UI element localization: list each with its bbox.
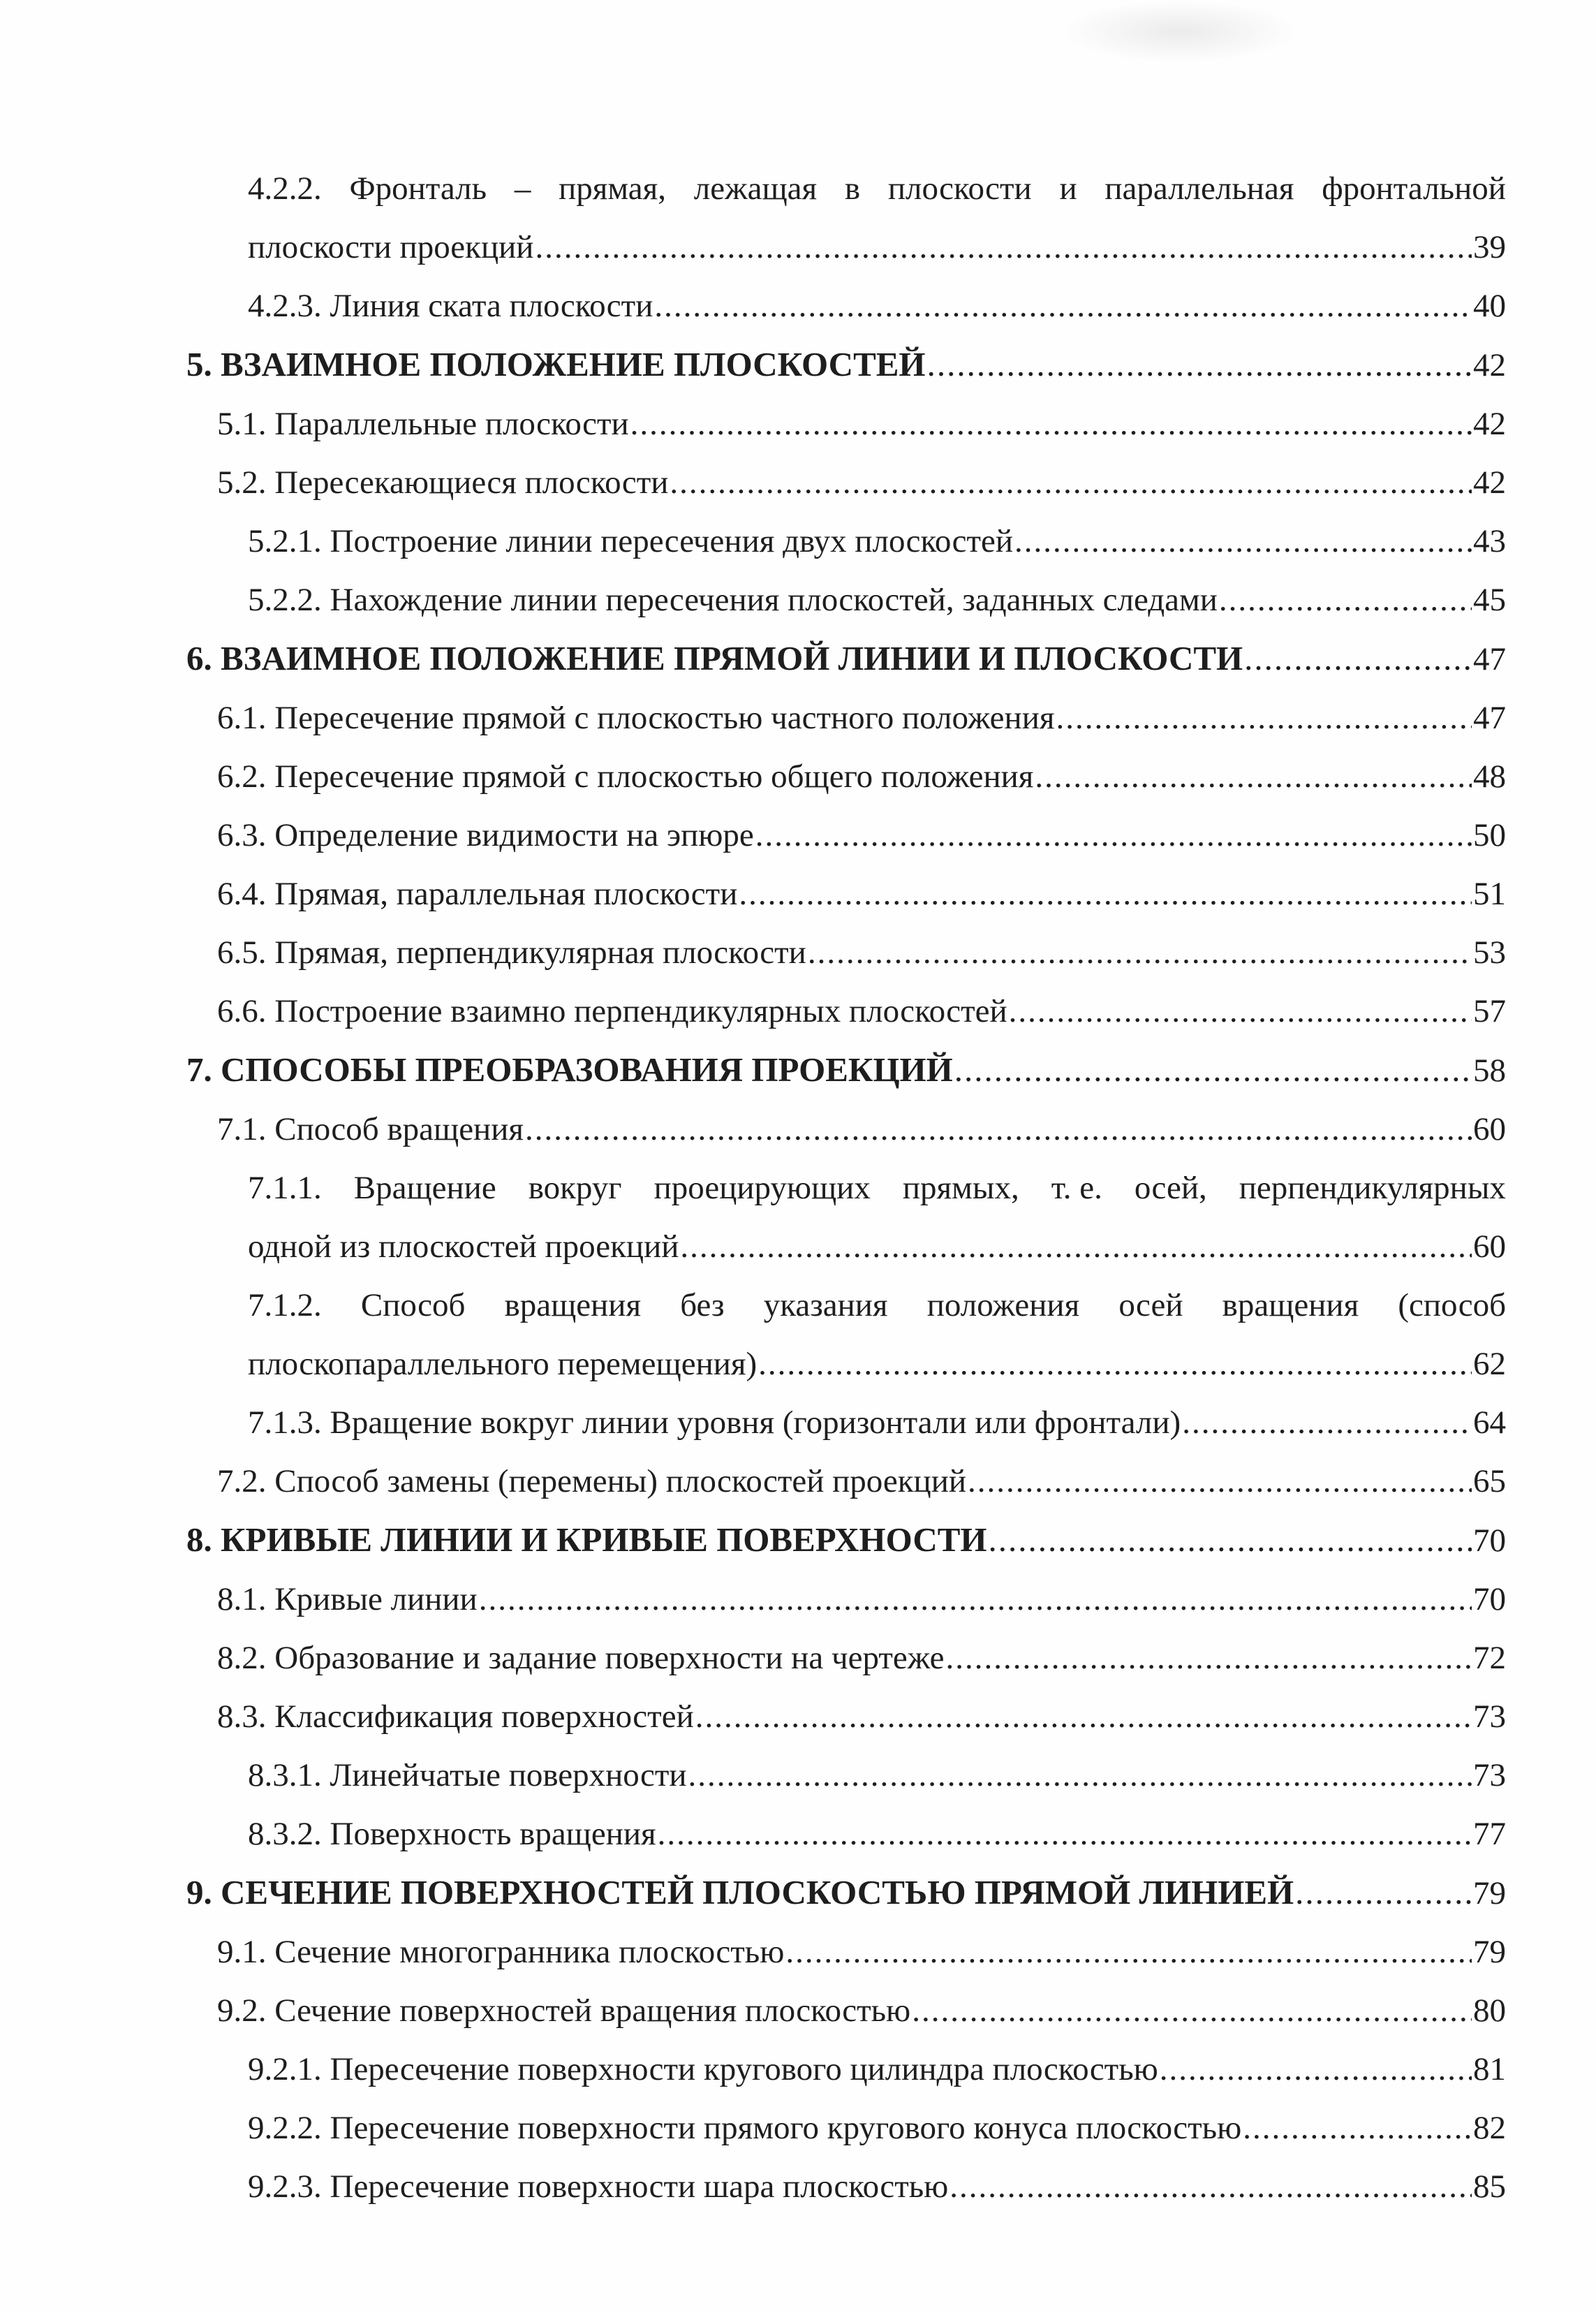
dot-leader <box>1009 982 1472 1041</box>
page-number: 85 <box>1473 2168 1506 2205</box>
toc-entry-title: 8.3.1. Линейчатые поверхности <box>248 1757 687 1793</box>
page-number: 42 <box>1473 347 1506 383</box>
toc-section[interactable] <box>186 865 1506 923</box>
dot-leader <box>945 1629 1472 1687</box>
title-word: вращения <box>504 1287 642 1323</box>
toc-subsection[interactable] <box>186 159 1506 277</box>
toc-chapter[interactable] <box>186 1041 1506 1100</box>
dot-leader <box>654 277 1472 335</box>
scan-artifact <box>1061 0 1299 63</box>
dot-leader <box>630 395 1472 453</box>
toc-section[interactable] <box>186 453 1506 512</box>
title-word: проецирующих <box>653 1170 871 1206</box>
page-number: 65 <box>1473 1463 1506 1499</box>
title-word: Способ <box>360 1287 466 1323</box>
dot-leader <box>1219 571 1472 629</box>
dot-leader <box>1295 1863 1472 1922</box>
title-word: прямых, <box>902 1170 1019 1206</box>
toc-subsection[interactable] <box>186 1805 1506 1863</box>
toc-entry-title: 7.1. Способ вращения <box>217 1111 524 1147</box>
toc-entry-title: 6.3. Определение видимости на эпюре <box>217 817 754 853</box>
page-number: 62 <box>1473 1346 1506 1382</box>
page-number: 60 <box>1473 1111 1506 1147</box>
title-word: фронтальной <box>1322 170 1506 207</box>
title-word: Фронталь <box>349 170 487 207</box>
toc-subsection[interactable] <box>186 2099 1506 2157</box>
toc-entry-title: 8.3. Классификация поверхностей <box>217 1698 694 1735</box>
page-number: 82 <box>1473 2110 1506 2146</box>
page-number: 80 <box>1473 1992 1506 2029</box>
toc-entry-title: 5.2.2. Нахождение линии пересечения плоскостей, заданных следами <box>248 582 1218 618</box>
toc-section[interactable] <box>186 982 1506 1041</box>
toc-section[interactable] <box>186 395 1506 453</box>
dot-leader <box>1182 1393 1472 1452</box>
toc-section[interactable] <box>186 1100 1506 1159</box>
toc-entry-title: 9. СЕЧЕНИЕ ПОВЕРХНОСТЕЙ ПЛОСКОСТЬЮ ПРЯМОЙ ЛИНИЕЙ <box>186 1873 1294 1911</box>
toc-entry-title: 6. ВЗАИМНОЕ ПОЛОЖЕНИЕ ПРЯМОЙ ЛИНИИ И ПЛОСКОСТИ <box>186 639 1243 677</box>
title-word: осей <box>1118 1287 1183 1323</box>
page-number: 72 <box>1473 1640 1506 1676</box>
page-number: 45 <box>1473 582 1506 618</box>
table-of-contents <box>186 159 1506 2216</box>
title-word: т. е. <box>1051 1170 1102 1206</box>
dot-leader <box>1160 2040 1472 2099</box>
title-word: осей, <box>1134 1170 1207 1206</box>
toc-subsection[interactable] <box>186 277 1506 335</box>
dot-leader <box>1244 629 1472 688</box>
toc-entry-title: 6.4. Прямая, параллельная плоскости <box>217 876 738 912</box>
dot-leader <box>785 1923 1472 1981</box>
dot-leader <box>912 1981 1472 2040</box>
toc-entry-title: 5. ВЗАИМНОЕ ПОЛОЖЕНИЕ ПЛОСКОСТЕЙ <box>186 345 926 383</box>
toc-subsection[interactable] <box>186 2040 1506 2099</box>
page-number: 43 <box>1473 523 1506 559</box>
toc-section[interactable] <box>186 1687 1506 1746</box>
dot-leader <box>695 1687 1472 1746</box>
page-number: 70 <box>1473 1581 1506 1617</box>
toc-entry-title: 9.1. Сечение многогранника плоскостью <box>217 1934 785 1970</box>
title-word: без <box>680 1287 725 1323</box>
toc-chapter[interactable] <box>186 1511 1506 1570</box>
toc-chapter[interactable] <box>186 629 1506 689</box>
toc-section[interactable] <box>186 1981 1506 2040</box>
dot-leader <box>1243 2099 1472 2157</box>
page-number: 39 <box>1473 229 1506 265</box>
dot-leader <box>1035 747 1472 806</box>
page-number: 60 <box>1473 1228 1506 1265</box>
dot-leader <box>968 1452 1472 1511</box>
toc-section[interactable] <box>186 1452 1506 1511</box>
title-word: положения <box>926 1287 1080 1323</box>
title-word: и <box>1059 170 1077 207</box>
toc-section[interactable] <box>186 1570 1506 1629</box>
dot-leader <box>680 1217 1472 1276</box>
title-word: 4.2.2. <box>248 170 322 207</box>
toc-chapter[interactable] <box>186 335 1506 395</box>
toc-entry-title: 7. СПОСОБЫ ПРЕОБРАЗОВАНИЯ ПРОЕКЦИЙ <box>186 1050 953 1089</box>
page-number: 50 <box>1473 817 1506 853</box>
toc-entry-title-line2: плоскости проекций <box>248 229 534 265</box>
title-word: параллельная <box>1104 170 1294 207</box>
dot-leader <box>954 1041 1472 1099</box>
toc-section[interactable] <box>186 806 1506 865</box>
page-number: 77 <box>1473 1816 1506 1852</box>
page-number: 79 <box>1473 1934 1506 1970</box>
toc-subsection[interactable] <box>186 1393 1506 1452</box>
page-number: 42 <box>1473 464 1506 501</box>
toc-entry-title: 9.2.3. Пересечение поверхности шара плоскостью <box>248 2168 949 2205</box>
toc-entry-title: 8.3.2. Поверхность вращения <box>248 1816 656 1852</box>
toc-subsection[interactable] <box>186 2157 1506 2216</box>
page-number: 70 <box>1473 1522 1506 1559</box>
dot-leader <box>1056 689 1472 747</box>
dot-leader <box>989 1511 1472 1569</box>
toc-entry-title: 9.2.1. Пересечение поверхности кругового цилиндра плоскостью <box>248 2051 1158 2087</box>
toc-entry-title: 7.2. Способ замены (перемены) плоскостей проекций <box>217 1463 967 1499</box>
title-word: прямая, <box>559 170 667 207</box>
toc-chapter[interactable] <box>186 1863 1506 1923</box>
title-word: вращения <box>1222 1287 1359 1323</box>
toc-entry-title: 8.1. Кривые линии <box>217 1581 478 1617</box>
page-number: 58 <box>1473 1052 1506 1089</box>
title-word: в <box>844 170 861 207</box>
toc-subsection[interactable] <box>186 1746 1506 1805</box>
toc-entry-title: 4.2.3. Линия ската плоскости <box>248 288 653 324</box>
toc-entry-title-line1 <box>248 1276 1506 1335</box>
title-word: лежащая <box>693 170 818 207</box>
page-number: 42 <box>1473 406 1506 442</box>
toc-entry-title: 6.5. Прямая, перпендикулярная плоскости <box>217 934 806 971</box>
toc-section[interactable] <box>186 1923 1506 1981</box>
dot-leader <box>1014 512 1472 571</box>
page-number: 53 <box>1473 934 1506 971</box>
page-number: 64 <box>1473 1404 1506 1441</box>
toc-section[interactable] <box>186 1629 1506 1687</box>
toc-entry-title: 8. КРИВЫЕ ЛИНИИ И КРИВЫЕ ПОВЕРХНОСТИ <box>186 1520 987 1559</box>
dot-leader <box>658 1805 1472 1863</box>
toc-entry-title: 9.2. Сечение поверхностей вращения плоскостью <box>217 1992 911 2029</box>
toc-entry-title: 5.2.1. Построение линии пересечения двух плоскостей <box>248 523 1014 559</box>
toc-entry-title: 6.1. Пересечение прямой с плоскостью частного положения <box>217 700 1055 736</box>
title-word: 7.1.1. <box>248 1170 322 1206</box>
toc-entry-title: 7.1.3. Вращение вокруг линии уровня (горизонтали или фронтали) <box>248 1404 1181 1441</box>
toc-subsection[interactable] <box>186 571 1506 629</box>
title-word: указания <box>763 1287 888 1323</box>
title-word: плоскости <box>887 170 1032 207</box>
page-number: 73 <box>1473 1757 1506 1793</box>
toc-section[interactable] <box>186 747 1506 806</box>
title-word: вокруг <box>528 1170 622 1206</box>
page-number: 47 <box>1473 641 1506 677</box>
toc-entry-title: 6.2. Пересечение прямой с плоскостью общего положения <box>217 758 1034 795</box>
toc-entry-title-line2: одной из плоскостей проекций <box>248 1228 679 1265</box>
page-number: 47 <box>1473 700 1506 736</box>
toc-section[interactable] <box>186 689 1506 747</box>
dot-leader <box>758 1335 1472 1393</box>
page-number: 81 <box>1473 2051 1506 2087</box>
page-number: 51 <box>1473 876 1506 912</box>
title-word: перпендикулярных <box>1239 1170 1506 1206</box>
dot-leader <box>670 453 1472 512</box>
title-word: (способ <box>1398 1287 1506 1323</box>
toc-entry-title-line1 <box>248 159 1506 218</box>
dot-leader <box>479 1570 1472 1629</box>
page-number: 57 <box>1473 993 1506 1029</box>
title-word: Вращение <box>353 1170 496 1206</box>
dot-leader <box>525 1100 1472 1159</box>
toc-entry-title: 9.2.2. Пересечение поверхности прямого кругового конуса плоскостью <box>248 2110 1242 2146</box>
dot-leader <box>688 1746 1472 1805</box>
toc-entry-title: 8.2. Образование и задание поверхности на чертеже <box>217 1640 945 1676</box>
toc-subsection[interactable] <box>186 512 1506 571</box>
page-number: 79 <box>1473 1875 1506 1911</box>
dot-leader <box>808 923 1472 982</box>
toc-subsection[interactable] <box>186 1159 1506 1276</box>
dot-leader <box>927 335 1472 394</box>
title-word: – <box>514 170 531 207</box>
dot-leader <box>950 2157 1472 2216</box>
title-word: 7.1.2. <box>248 1287 322 1323</box>
page-number: 73 <box>1473 1698 1506 1735</box>
toc-entry-title: 5.2. Пересекающиеся плоскости <box>217 464 669 501</box>
dot-leader <box>739 865 1472 923</box>
toc-section[interactable] <box>186 923 1506 982</box>
toc-entry-title-line2: плоскопараллельного перемещения) <box>248 1346 758 1382</box>
dot-leader <box>535 218 1472 277</box>
dot-leader <box>755 806 1472 865</box>
toc-entry-title: 6.6. Построение взаимно перпендикулярных плоскостей <box>217 993 1007 1029</box>
toc-entry-title-line1 <box>248 1159 1506 1217</box>
page-number: 40 <box>1473 288 1506 324</box>
page-number: 48 <box>1473 758 1506 795</box>
toc-entry-title: 5.1. Параллельные плоскости <box>217 406 629 442</box>
toc-subsection[interactable] <box>186 1276 1506 1393</box>
